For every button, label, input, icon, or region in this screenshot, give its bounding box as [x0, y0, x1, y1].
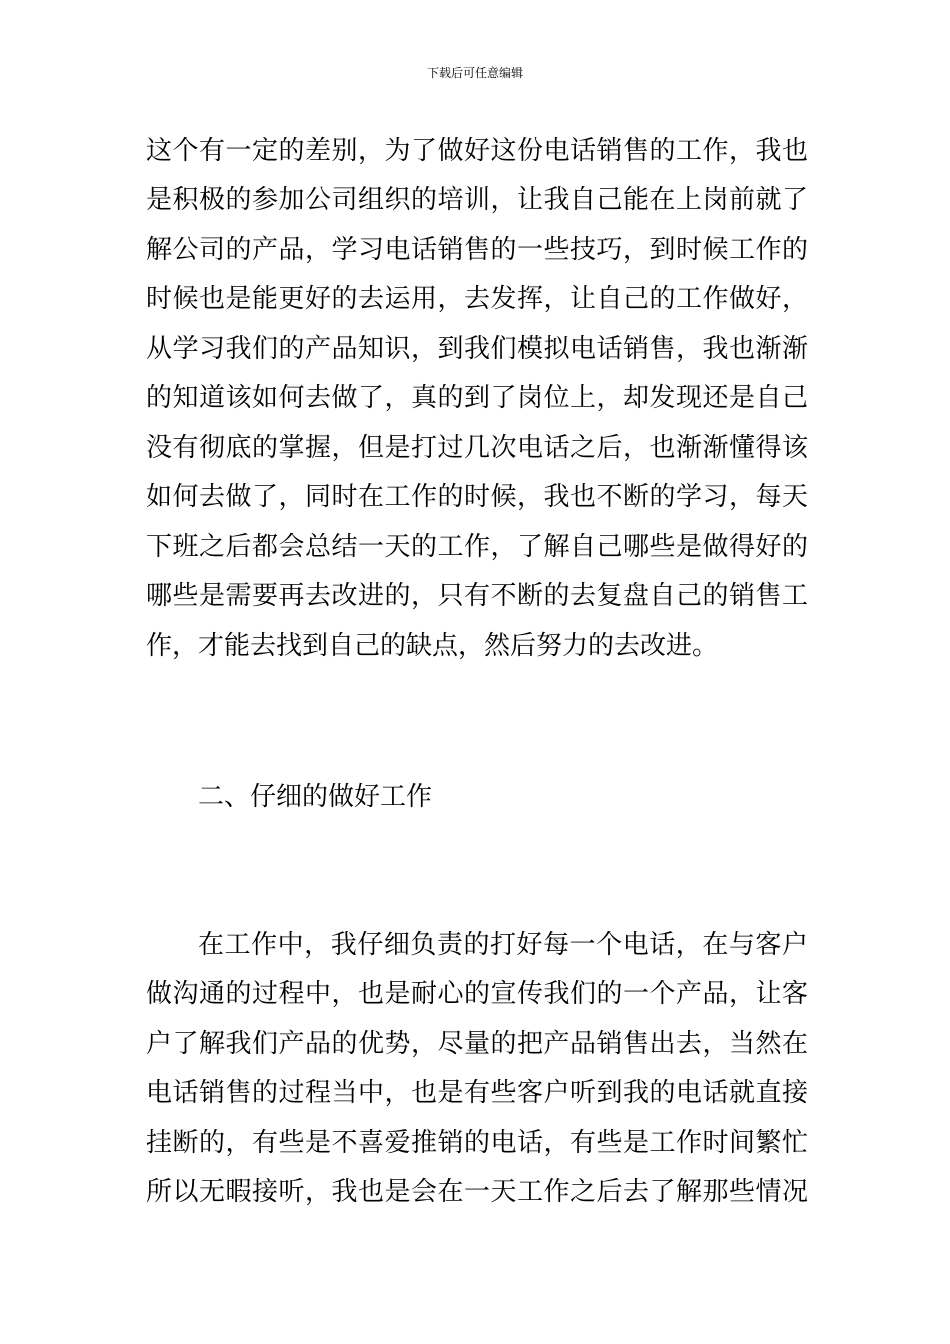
paragraph-line: 这个有一定的差别，为了做好这份电话销售的工作，我也	[146, 136, 808, 166]
paragraph-line: 所以无暇接听，我也是会在一天工作之后去了解那些情况	[146, 1177, 808, 1207]
paragraph-line: 哪些是需要再去改进的，只有不断的去复盘自己的销售工	[146, 581, 808, 611]
paragraph-line: 没有彻底的掌握，但是打过几次电话之后，也渐渐懂得该	[146, 433, 808, 463]
paragraph-line: 作，才能去找到自己的缺点，然后努力的去改进。	[146, 631, 719, 661]
paragraph-line: 下班之后都会总结一天的工作，了解自己哪些是做得好的	[146, 532, 808, 562]
paragraph-line: 时候也是能更好的去运用，去发挥，让自己的工作做好，	[146, 284, 808, 314]
paragraph-line: 在工作中，我仔细负责的打好每一个电话，在与客户	[198, 930, 808, 960]
paragraph-line: 是积极的参加公司组织的培训，让我自己能在上岗前就了	[146, 185, 808, 215]
paragraph-line: 户了解我们产品的优势，尽量的把产品销售出去，当然在	[146, 1029, 808, 1059]
paragraph-line: 如何去做了，同时在工作的时候，我也不断的学习，每天	[146, 482, 808, 512]
section-heading: 二、仔细的做好工作	[198, 782, 433, 812]
paragraph-line: 解公司的产品，学习电话销售的一些技巧，到时候工作的	[146, 235, 808, 265]
paragraph-line: 电话销售的过程当中，也是有些客户听到我的电话就直接	[146, 1078, 808, 1108]
paragraph-line: 做沟通的过程中，也是耐心的宣传我们的一个产品，让客	[146, 979, 808, 1009]
paragraph-line: 的知道该如何去做了，真的到了岗位上，却发现还是自己	[146, 383, 808, 413]
paragraph-line: 挂断的，有些是不喜爱推销的电话，有些是工作时间繁忙	[146, 1128, 808, 1158]
paragraph-line: 从学习我们的产品知识，到我们模拟电话销售，我也渐渐	[146, 334, 808, 364]
page-header: 下载后可任意编辑	[426, 66, 523, 80]
